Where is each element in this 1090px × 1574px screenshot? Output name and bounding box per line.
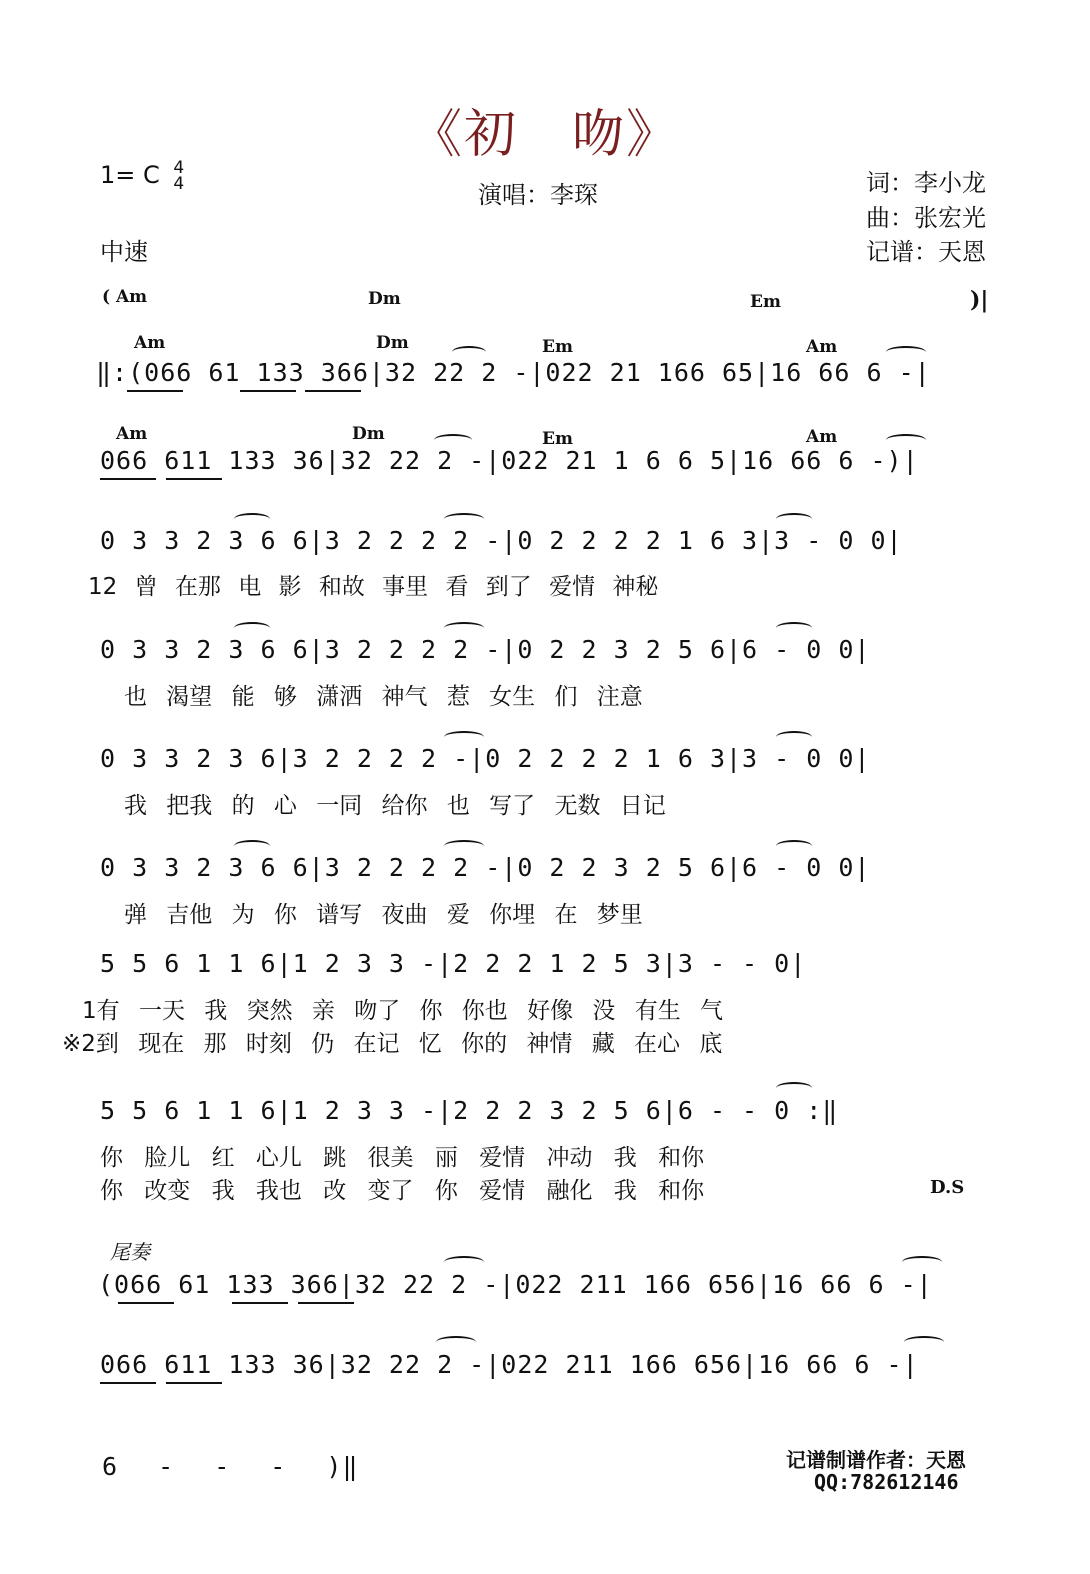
notation-line-6: 0 3 3 2 3 6 6|3 2 2 2 2 -|0 2 2 3 2 5 6|6 - 0 0| <box>100 853 871 882</box>
transcriber-credit: 记谱：天恩 <box>866 238 986 266</box>
key-signature <box>100 160 184 192</box>
lyric-line-5: 我 把我 的 心 一同 给你 也 写了 无数 日记 <box>124 793 666 819</box>
intro-chord-em: Em <box>750 292 781 312</box>
tempo-marking: 中速 <box>100 238 148 266</box>
notation-line-3: 0 3 3 2 3 6 6|3 2 2 2 2 -|0 2 2 2 2 1 6 3|3 - 0 0| <box>100 526 903 555</box>
notation-line-7: 5 5 6 1 1 6|1 2 3 3 -|2 2 2 1 2 5 3|3 - - 0| <box>100 949 807 978</box>
lyric-line-3: 12 曾 在那 电 影 和故 事里 看 到了 爱情 神秘 <box>88 574 659 600</box>
intro-chord-open: ( Am <box>102 287 148 307</box>
notation-line-4: 0 3 3 2 3 6 6|3 2 2 2 2 -|0 2 2 3 2 5 6|6 - 0 0| <box>100 635 871 664</box>
footer-qq: QQ:782612146 <box>814 1470 959 1494</box>
song-title: 《初 吻》 <box>409 105 680 165</box>
lyric-line-8a: 你 脸儿 红 心儿 跳 很美 丽 爱情 冲动 我 和你 <box>100 1145 705 1171</box>
chord-am: Am <box>806 337 838 357</box>
chord-am: Am <box>134 333 166 353</box>
chord-dm: Dm <box>352 424 385 444</box>
chord-am: Am <box>806 427 838 447</box>
notation-line-2: 066 611 133 36|32 22 2 -|022 21 1 6 6 5|16 66 6 -)| <box>100 446 919 475</box>
lyric-line-7b: ※2到 现在 那 时刻 仍 在记 忆 你的 神情 藏 在心 底 <box>62 1031 723 1057</box>
intro-chord-close: )| <box>970 287 989 313</box>
lyric-line-4: 也 渴望 能 够 潇洒 神气 惹 女生 们 注意 <box>124 684 643 710</box>
notation-line-final: 6 - - - )‖ <box>102 1452 359 1481</box>
lyric-line-7a: 1有 一天 我 突然 亲 吻了 你 你也 好像 没 有生 气 <box>82 998 724 1024</box>
notation-line-9: (066 61 133 366|32 22 2 -|022 211 166 656|16 66 6 -| <box>98 1270 933 1299</box>
footer-credit: 记谱制谱作者：天恩 <box>786 1448 966 1472</box>
chord-em: Em <box>542 337 573 357</box>
lyricist-credit: 词：李小龙 <box>866 169 986 197</box>
notation-line-8: 5 5 6 1 1 6|1 2 3 3 -|2 2 2 3 2 5 6|6 - - 0 :‖ <box>100 1096 839 1125</box>
notation-line-1: ‖:(066 61 133 366|32 22 2 -|022 21 166 65|16 66 6 -| <box>96 358 931 387</box>
time-sig-top: 4 <box>173 158 185 178</box>
notation-line-10: 066 611 133 36|32 22 2 -|022 211 166 656|16 66 6 -| <box>100 1350 919 1379</box>
chord-em: Em <box>542 429 573 449</box>
outro-label: 尾奏 <box>110 1240 150 1264</box>
time-sig-bottom: 4 <box>173 174 185 194</box>
time-signature <box>173 160 184 192</box>
notation-line-5: 0 3 3 2 3 6|3 2 2 2 2 -|0 2 2 2 2 1 6 3|3 - 0 0| <box>100 744 871 773</box>
lyric-line-8b: 你 改变 我 我也 改 变了 你 爱情 融化 我 和你 <box>100 1178 705 1204</box>
chord-dm: Dm <box>376 333 409 353</box>
dal-segno-mark: D.S <box>930 1177 965 1198</box>
intro-chord-dm: Dm <box>368 289 401 309</box>
chord-am: Am <box>116 424 148 444</box>
composer-credit: 曲：张宏光 <box>866 204 986 232</box>
singer-credit: 演唱：李琛 <box>478 181 598 209</box>
lyric-line-6: 弹 吉他 为 你 谱写 夜曲 爱 你埋 在 梦里 <box>124 902 643 928</box>
key-label: 1= C <box>100 161 160 189</box>
